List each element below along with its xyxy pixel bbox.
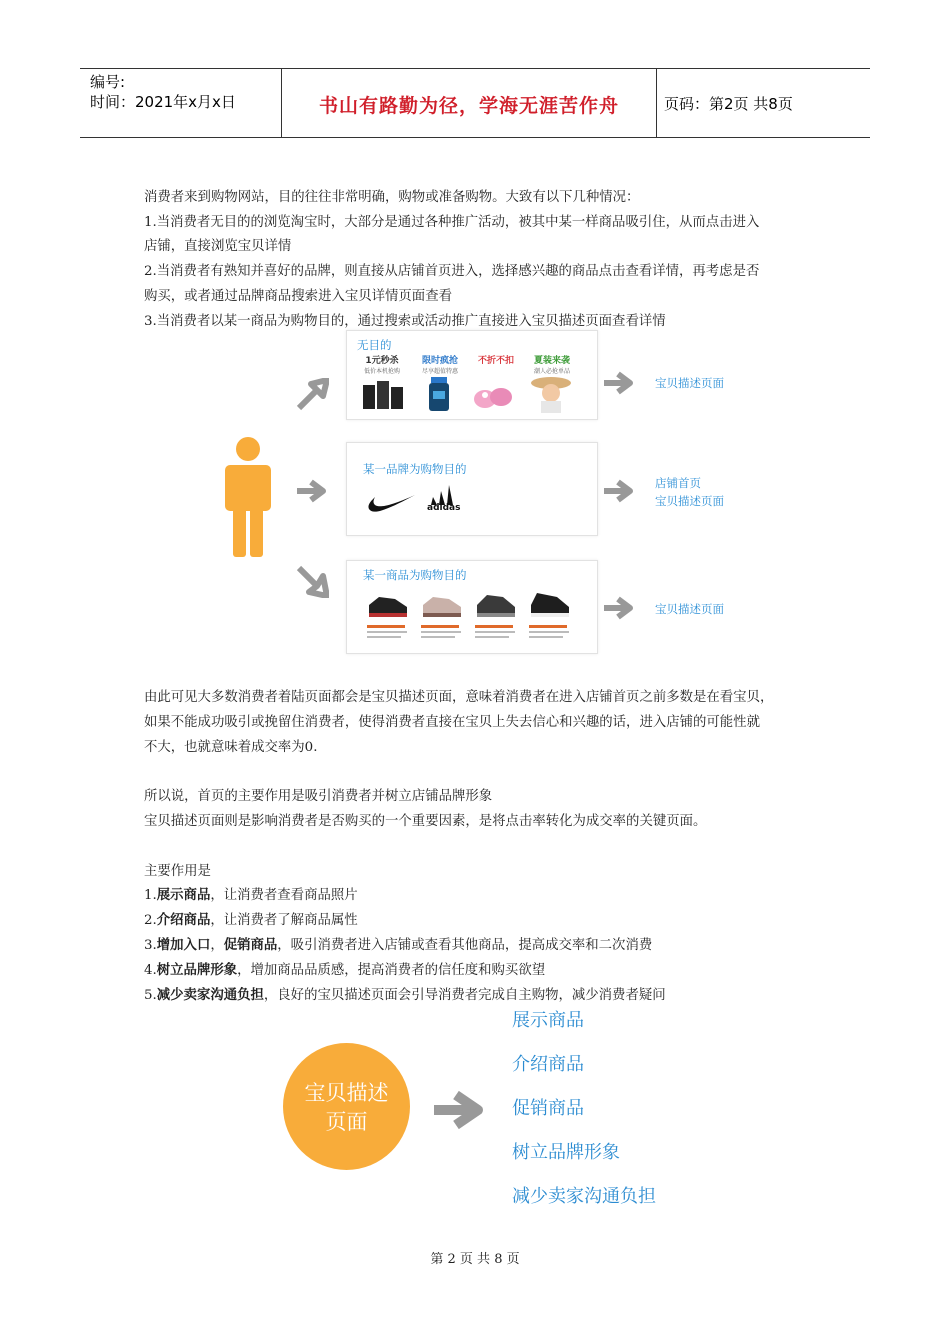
item-bold: 介绍商品	[156, 912, 211, 928]
adidas-wordmark: adidas	[427, 503, 461, 513]
promo-tag-sub: 低价本机抢购	[363, 368, 400, 375]
adidas-logo-icon	[427, 485, 461, 505]
promo-tag: 夏装来袭	[533, 356, 570, 366]
girl-hat-image	[529, 373, 573, 413]
item-bold: 展示商品	[156, 887, 211, 903]
sandals-image	[471, 381, 515, 411]
target-store-home: 店铺首页	[655, 476, 701, 490]
promo-tag: 1元秒杀	[365, 356, 399, 366]
number-label: 编号:	[90, 73, 126, 91]
function-label: 减少卖家沟通负担	[512, 1186, 656, 1207]
circle-text: 页面	[325, 1110, 368, 1134]
intro-line: 店铺，直接浏览宝贝详情	[144, 239, 292, 254]
item-number: 1.	[144, 888, 157, 903]
item-text: ，吸引消费者进入店铺或查看其他商品，提高成交率和二次消费	[277, 938, 653, 953]
no-purpose-box	[346, 330, 598, 420]
function-item	[144, 884, 358, 903]
intro-line: 购买，或者通过品牌商品搜索进入宝贝详情页面查看	[144, 289, 452, 304]
item-text: ，良好的宝贝描述页面会引导消费者完成自主购物，减少消费者疑问	[263, 988, 666, 1003]
item-separator: ，	[210, 938, 224, 953]
item-text: ，增加商品品质感，提高消费者的信任度和购买欲望	[237, 963, 546, 978]
circle-text: 宝贝描述	[304, 1081, 389, 1105]
header-motto-cell	[281, 69, 657, 137]
function-item	[144, 959, 545, 978]
bottle-image	[425, 375, 453, 413]
target-detail-page: 宝贝描述页面	[655, 376, 724, 390]
item-number: 3.	[144, 938, 157, 953]
item-text: ，让消费者了解商品属性	[210, 913, 358, 928]
body-line: 宝贝描述页面则是影响消费者是否购买的一个重要因素，是将点击率转化为成交率的关键页面。	[144, 814, 707, 829]
function-label: 促销商品	[512, 1098, 584, 1119]
nike-logo-icon	[367, 491, 417, 515]
arrow-right-icon	[602, 478, 636, 504]
intro-line: 2.当消费者有熟知并喜好的品牌，则直接从店铺首页进入，选择感兴趣的商品点击查看详情，再考虑是否	[144, 264, 760, 279]
item-bold: 增加入口	[156, 937, 211, 953]
target-detail-page: 宝贝描述页面	[655, 494, 724, 508]
intro-line: 1.当消费者无目的的浏览淘宝时，大部分是通过各种推广活动，被其中某一样商品吸引住，从而点击进入	[144, 215, 760, 230]
header-right-cell	[656, 69, 870, 137]
box-title: 某一商品为购物目的	[363, 568, 467, 582]
shopping-path-diagram	[210, 330, 750, 660]
body-line: 如果不能成功吸引或挽留住消费者，使得消费者直接在宝贝上失去信心和兴趣的话，进入店铺的可能性就	[144, 715, 760, 730]
item-bold: 促销商品	[223, 937, 278, 953]
shoe-product-card	[365, 589, 409, 645]
function-label: 展示商品	[512, 1010, 584, 1031]
body-line: 所以说，首页的主要作用是吸引消费者并树立店铺品牌形象	[144, 789, 493, 804]
page-info: 页码：第2页 共8页	[664, 95, 793, 113]
person-icon	[222, 435, 274, 559]
body-line: 由此可见大多数消费者着陆页面都会是宝贝描述页面，意味着消费者在进入店铺首页之前多数是在看宝贝，	[144, 690, 774, 705]
function-label: 介绍商品	[512, 1054, 584, 1075]
promo-tag-sub: 潮人必抢单品	[533, 368, 570, 375]
brand-purpose-box	[346, 442, 598, 536]
arrow-right-icon	[295, 478, 329, 504]
shoe-product-card	[527, 589, 571, 645]
page-footer: 第 2 页 共 8 页	[430, 1252, 520, 1267]
box-title: 无目的	[357, 338, 392, 352]
page-header	[80, 68, 870, 138]
arrow-right-icon	[602, 595, 636, 621]
function-label: 树立品牌形象	[512, 1142, 620, 1163]
item-number: 4.	[144, 963, 157, 978]
item-bold: 减少卖家沟通负担	[156, 987, 264, 1003]
motto: 书山有路勤为径，学海无涯苦作舟	[318, 95, 619, 117]
header-left-cell	[80, 69, 280, 137]
detail-page-circle	[283, 1043, 410, 1170]
function-item	[144, 909, 358, 928]
promo-tag-sub: 尽享超值特惠	[421, 368, 458, 375]
promo-tag: 限时疯抢	[421, 356, 458, 366]
promo-tag: 不折不扣	[477, 356, 514, 366]
target-detail-page: 宝贝描述页面	[655, 602, 724, 616]
arrow-down-right-icon	[295, 564, 329, 598]
function-item	[144, 934, 652, 953]
date-label: 时间：2021年x月x日	[90, 93, 236, 111]
box-title: 某一品牌为购物目的	[363, 462, 467, 476]
item-number: 5.	[144, 988, 157, 1003]
intro-line: 消费者来到购物网站，目的往往非常明确，购物或准备购物。大致有以下几种情况：	[144, 190, 640, 205]
item-text: ，让消费者查看商品照片	[210, 888, 358, 903]
function-item	[144, 984, 666, 1003]
body-line: 不大，也就意味着成交率为0.	[144, 740, 318, 755]
product-purpose-box	[346, 560, 598, 654]
arrow-up-right-icon	[295, 378, 329, 412]
shoe-product-card	[419, 589, 463, 645]
item-bold: 树立品牌形象	[156, 962, 238, 978]
item-number: 2.	[144, 913, 157, 928]
speaker-image	[361, 377, 405, 411]
arrow-right-icon	[430, 1087, 486, 1133]
functions-heading: 主要作用是	[144, 864, 211, 879]
shoe-product-card	[473, 589, 517, 645]
arrow-right-icon	[602, 370, 636, 396]
intro-line: 3.当消费者以某一商品为购物目的，通过搜索或活动推广直接进入宝贝描述页面查看详情	[144, 314, 666, 329]
